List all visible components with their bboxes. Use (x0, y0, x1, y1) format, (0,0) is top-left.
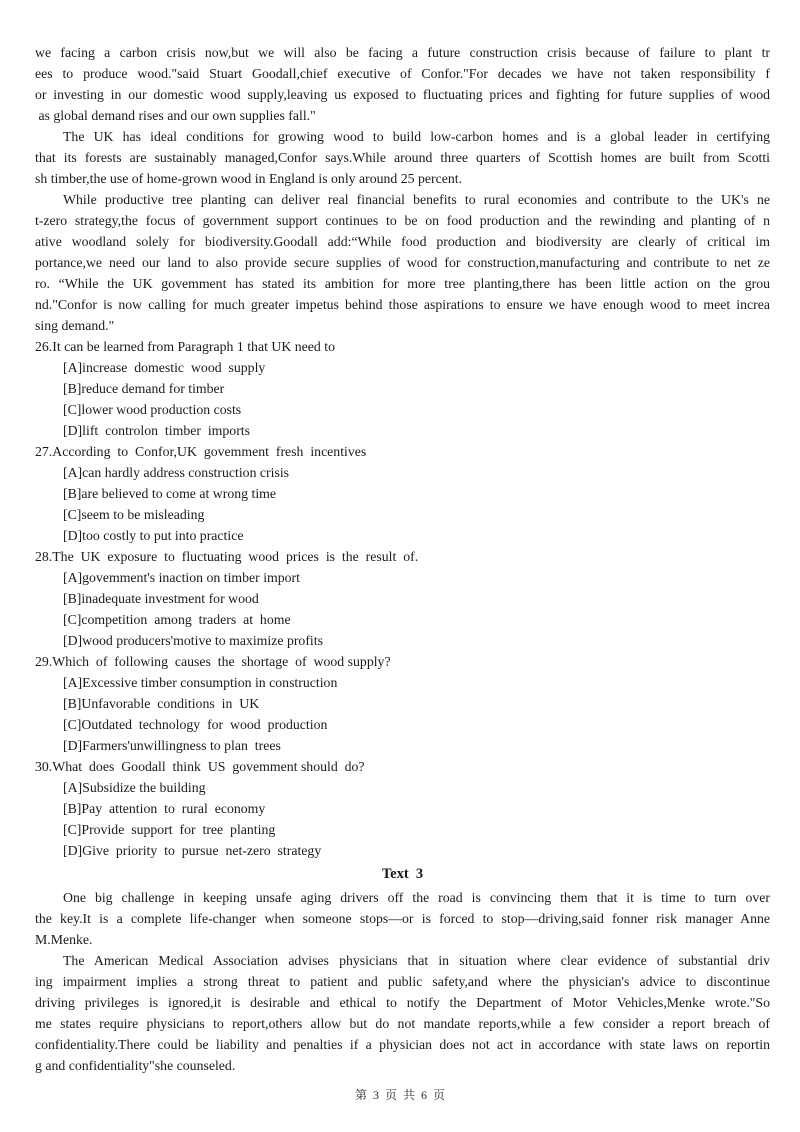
text3-heading: Text 3 (381, 866, 424, 882)
passage-line: t-zero strategy,the focus of government support continues to be on food production and the rewinding and planting of n (35, 213, 770, 228)
passage-line: While productive tree planting can deliver real financial benefits to rural economies and contribute to the UK's ne (63, 192, 770, 207)
question-option: [C]competition among traders at home (63, 612, 291, 627)
question-option: [B]Pay attention to rural economy (63, 801, 266, 816)
question-stem: 26.It can be learned from Paragraph 1 that UK need to (35, 339, 335, 354)
passage-line: ro. “While the UK govemment has stated its ambition for more tree planting,there has been little action on the grou (35, 276, 770, 291)
passage-line: the key.It is a complete life-changer when someone stops—or is forced to stop—driving,said fonner risk manager Anne (35, 911, 770, 926)
question-block (35, 336, 770, 441)
paragraph (35, 950, 770, 1076)
question-option: [D]Farmers'unwillingness to plan trees (63, 738, 281, 753)
question-option: [A]Subsidize the building (63, 780, 206, 795)
passage-line: sh timber,the use of home-grown wood in England is only around 25 percent. (35, 171, 463, 186)
question-option: [D]lift controlon timber imports (63, 423, 250, 438)
question-option: [A]can hardly address construction crisis (63, 465, 290, 480)
question-option: [D]too costly to put into practice (63, 528, 244, 543)
passage-line: One big challenge in keeping unsafe aging drivers off the road is convincing them that it is time to turn over (63, 890, 770, 905)
passage-line: ees to produce wood."said Stuart Goodall,chief executive of Confor."For decades we have not taken responsibility f (35, 66, 770, 81)
page-number-footer: 第 3 页 共 6 页 (354, 1088, 445, 1102)
paragraph (35, 887, 770, 950)
question-option: [A]increase domestic wood supply (63, 360, 266, 375)
question-option: [C]Outdated technology for wood production (63, 717, 328, 732)
paragraph (35, 42, 770, 126)
paragraph (35, 126, 770, 189)
question-stem: 27.According to Confor,UK govemment fresh incentives (35, 444, 367, 459)
question-option: [B]reduce demand for timber (63, 381, 225, 396)
question-option: [A]Excessive timber consumption in construction (63, 675, 338, 690)
question-option: [B]Unfavorable conditions in UK (63, 696, 260, 711)
question-stem: 28.The UK exposure to fluctuating wood prices is the result of. (35, 549, 419, 564)
passage-line: as global demand rises and our own supplies fall." (35, 108, 316, 123)
passage-line: M.Menke. (35, 932, 93, 947)
passage-line: driving privileges is ignored,it is desirable and ethical to notify the Department of Motor Vehicles,Menke wrote."So (35, 995, 770, 1010)
question-block (35, 651, 770, 756)
question-option: [C]seem to be misleading (63, 507, 205, 522)
question-option: [D]wood producers'motive to maximize profits (63, 633, 323, 648)
paragraph (35, 189, 770, 336)
passage-line: we facing a carbon crisis now,but we will also be facing a future construction crisis because of failure to plant tr (35, 45, 770, 60)
question-option: [C]lower wood production costs (63, 402, 242, 417)
question-option: [D]Give priority to pursue net-zero strategy (63, 843, 322, 858)
passage-line: or investing in our domestic wood supply,leaving us exposed to fluctuating prices and fighting for future supplies of wood (35, 87, 770, 102)
passage-continuation (35, 42, 770, 336)
passage-line: me states require physicians to report,others allow but do not mandate reports,while a few consider a report breach of (35, 1016, 770, 1031)
text3-passage (35, 887, 770, 1076)
question-block (35, 441, 770, 546)
passage-line: sing demand." (35, 318, 115, 333)
question-stem: 30.What does Goodall think US govemment should do? (35, 759, 365, 774)
passage-line: confidentiality.There could be liability and penalties if a physician does not act in accordance with state laws on reportin (35, 1037, 770, 1052)
passage-line: The UK has ideal conditions for growing wood to build low-carbon homes and is a global leader in certifying (63, 129, 770, 144)
question-block (35, 546, 770, 651)
passage-line: ing impairment implies a strong threat to patient and public safety,and where the physician's advice to discontinue (35, 974, 770, 989)
passage-line: nd."Confor is now calling for much greater impetus behind those aspirations to ensure we have enough wood to meet increa (35, 297, 770, 312)
passage-line: The American Medical Association advises physicians that in situation where clear evidence of substantial driv (63, 953, 770, 968)
question-block (35, 756, 770, 861)
question-option: [C]Provide support for tree planting (63, 822, 276, 837)
questions-section (35, 336, 770, 861)
passage-line: g and confidentiality"she counseled. (35, 1058, 236, 1073)
passage-line: that its forests are sustainably managed,Confor says.While around three quarters of Scottish homes are built from Scotti (35, 150, 770, 165)
passage-line: ative woodland solely for biodiversity.Goodall add:“While food production and biodiversity are clearly of critical im (35, 234, 770, 249)
passage-line: portance,we need our land to also provide secure supplies of wood for construction,manufacturing and contribute to net ze (35, 255, 770, 270)
question-option: [A]govemment's inaction on timber import (63, 570, 300, 585)
question-stem: 29.Which of following causes the shortage of wood supply? (35, 654, 391, 669)
question-option: [B]inadequate investment for wood (63, 591, 259, 606)
question-option: [B]are believed to come at wrong time (63, 486, 277, 501)
